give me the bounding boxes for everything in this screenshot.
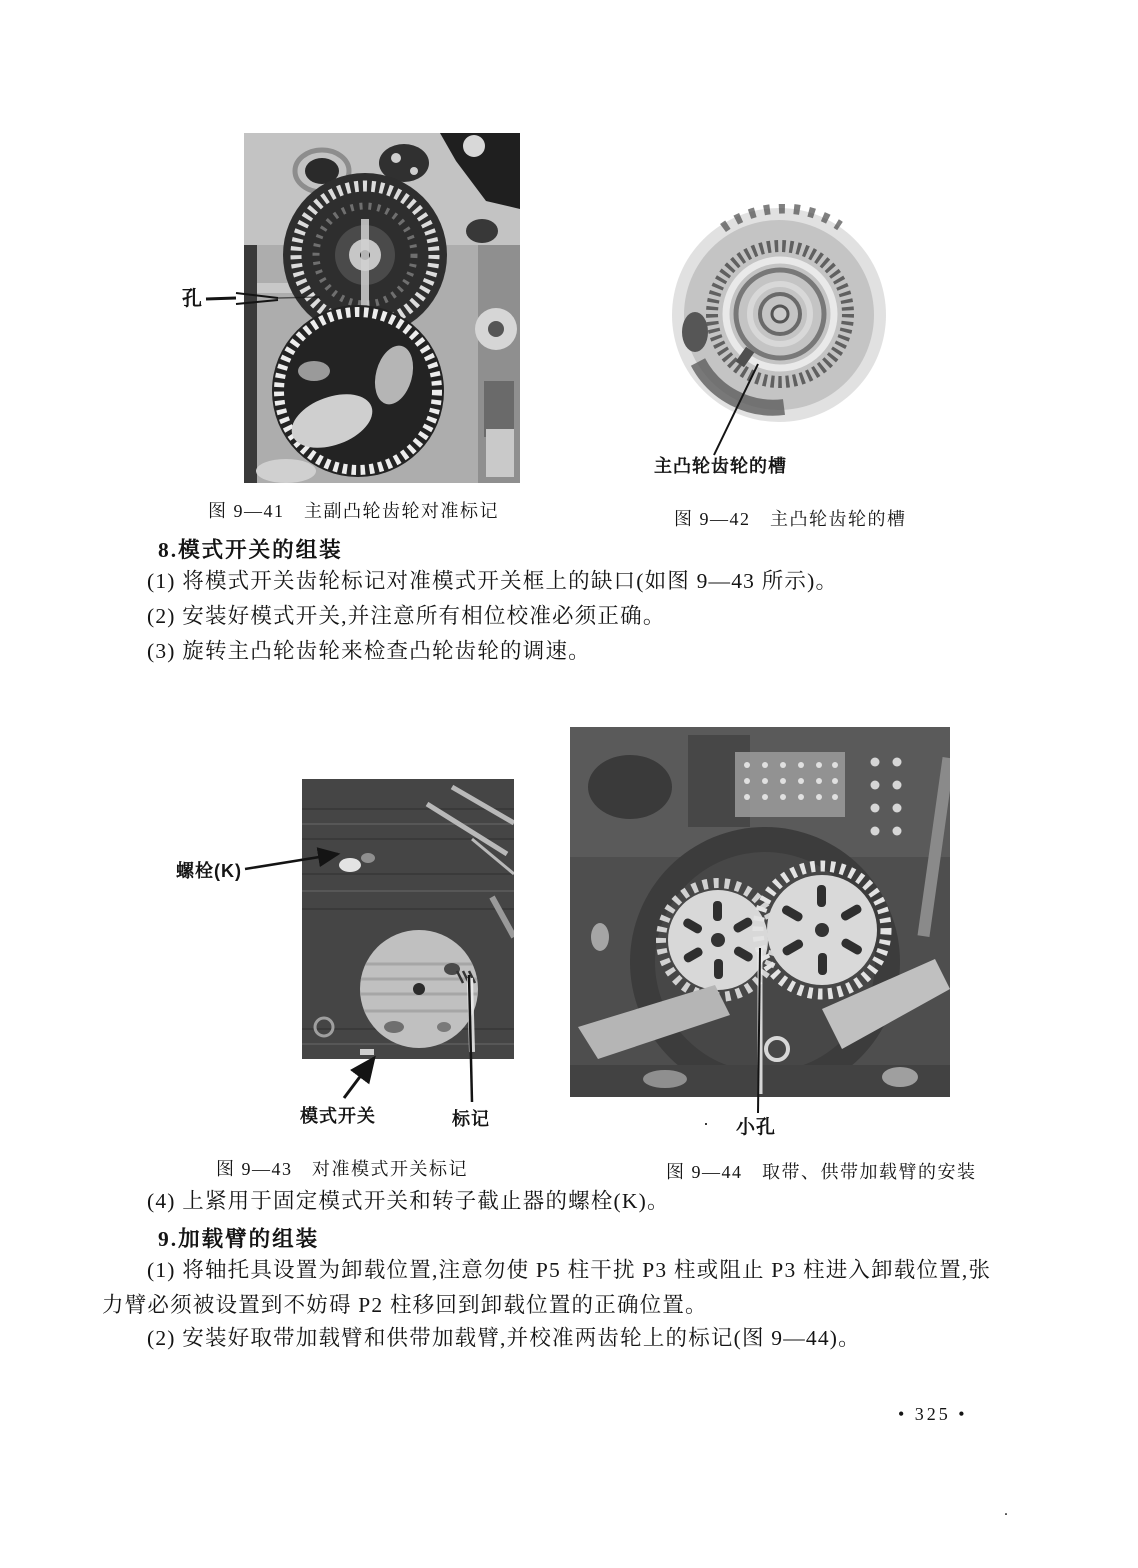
- section-9-item-1-line-2: 力臂必须被设置到不妨碍 P2 柱移回到卸载位置的正确位置。: [102, 1293, 708, 1317]
- section-8-item-2: (2) 安装好模式开关,并注意所有相位校准必须正确。: [147, 604, 666, 628]
- supply-loading-gear: [758, 866, 886, 994]
- label-bolt-k: 螺栓(K): [176, 861, 242, 881]
- label-mark: 标记: [452, 1109, 490, 1129]
- figure-9-42-photo: [668, 204, 892, 432]
- speck-dot: ·: [703, 1113, 710, 1133]
- label-small-hole: 小孔: [736, 1117, 777, 1138]
- caption-figure-9-42: 图 9—42 主凸轮齿轮的槽: [674, 509, 907, 529]
- caption-figure-9-41: 图 9—41 主副凸轮齿轮对准标记: [208, 501, 499, 521]
- scan-artifact-speck: .: [1004, 1502, 1008, 1519]
- section-9-item-1-line-1: (1) 将轴托具设置为卸载位置,注意勿使 P5 柱干扰 P3 柱或阻止 P3 柱进入卸载位置,张: [147, 1258, 992, 1282]
- section-8-item-3: (3) 旋转主凸轮齿轮来检查凸轮齿轮的调速。: [147, 639, 591, 663]
- label-hole: 孔: [182, 288, 203, 310]
- section-8-item-4: (4) 上紧用于固定模式开关和转子截止器的螺栓(K)。: [147, 1189, 670, 1213]
- section-9-item-2: (2) 安装好取带加载臂和供带加载臂,并校准两齿轮上的标记(图 9—44)。: [147, 1326, 861, 1350]
- page-number: • 325 •: [898, 1404, 968, 1424]
- bolt-highlight: [339, 858, 361, 872]
- section-8-item-1: (1) 将模式开关齿轮标记对准模式开关框上的缺口(如图 9—43 所示)。: [147, 569, 839, 593]
- label-main-cam-gear-slot: 主凸轮齿轮的槽: [654, 456, 787, 476]
- caption-figure-9-43: 图 9—43 对准模式开关标记: [216, 1159, 468, 1179]
- figure-9-43-photo: [302, 779, 514, 1059]
- figure-9-44-photo: [570, 727, 950, 1097]
- section-9-heading: 9.加载臂的组装: [158, 1227, 320, 1251]
- caption-figure-9-44: 图 9—44 取带、供带加载臂的安装: [666, 1162, 977, 1182]
- lower-cam-gear: [272, 305, 444, 477]
- figure-9-41-photo: [244, 133, 520, 483]
- label-mode-switch: 模式开关: [300, 1106, 376, 1126]
- section-8-heading: 8.模式开关的组装: [158, 538, 343, 562]
- mode-switch-arrow: [344, 1058, 374, 1098]
- circuit-board: [735, 752, 845, 817]
